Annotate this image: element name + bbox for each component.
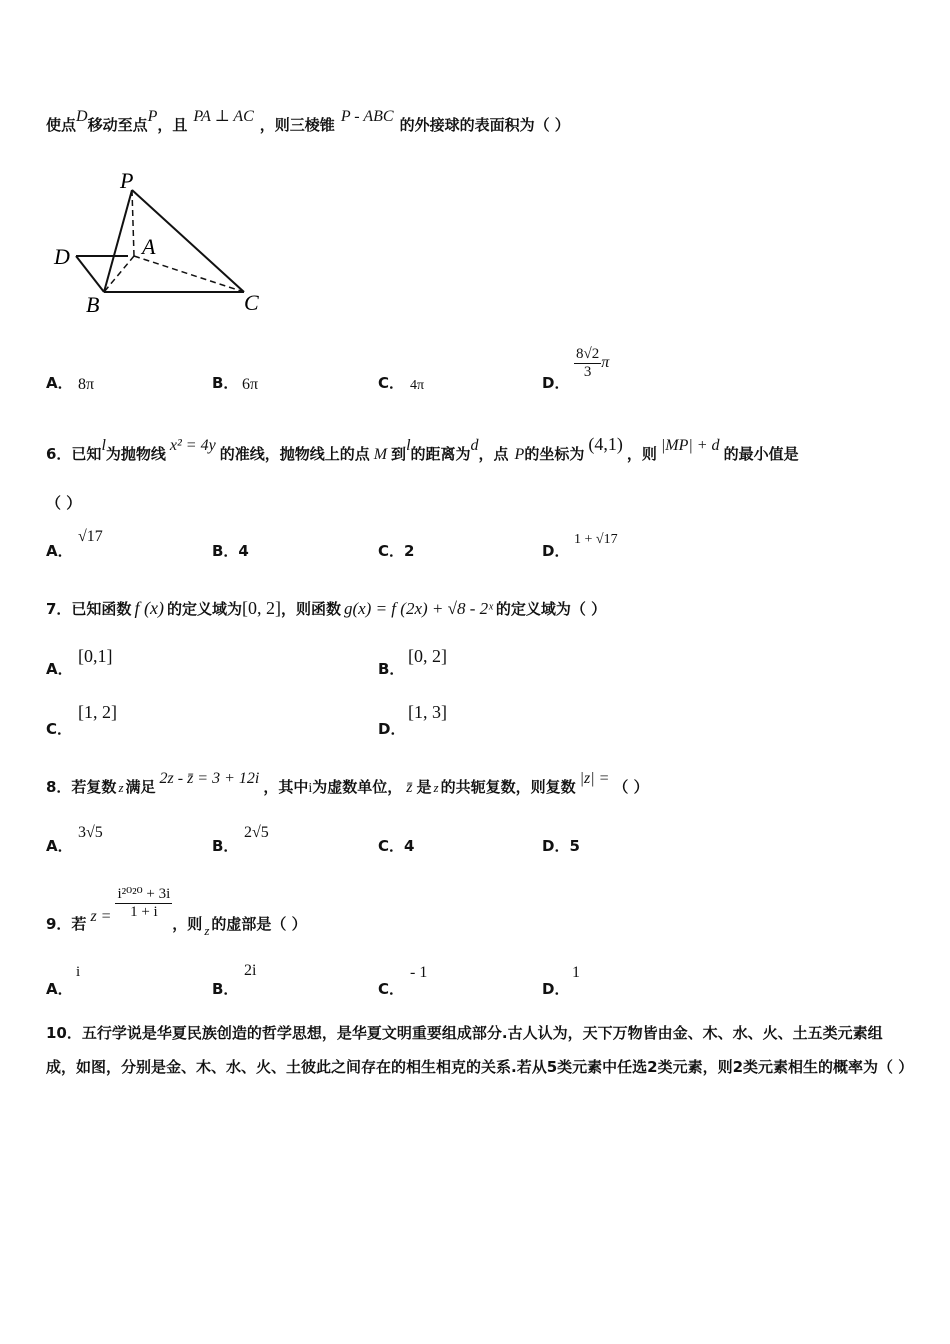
q6-option-c: C．2 xyxy=(378,542,415,560)
q8-math-abs: |z| = xyxy=(579,770,610,787)
q6-math-l: l xyxy=(101,437,106,454)
q6-math-d: d xyxy=(470,437,479,454)
q7-option-a-value: [0,1] xyxy=(78,646,113,666)
q8-option-a: A． xyxy=(46,837,73,855)
q9-math-z2: z xyxy=(204,923,210,938)
fig-label-C: C xyxy=(244,290,259,315)
q8-option-a-value: 3√5 xyxy=(78,824,103,841)
q8-option-c: C．4 xyxy=(378,837,415,855)
q8-option-b: B． xyxy=(212,837,239,855)
q6-line: 6．已知l为抛物线 x² = 4y 的准线，抛物线上的点 M 到l的距离为d，点 P的坐标为 (4,1) ，则 |MP| + d 的最小值是 xyxy=(46,434,799,463)
q5-option-b-value: 6π xyxy=(242,376,259,393)
q7-option-b: B． xyxy=(378,660,405,678)
q9-option-a-value: i xyxy=(76,964,81,980)
q8-math-equation: 2z - z̄ = 3 + 12i xyxy=(159,770,260,787)
q7-option-b-value: [0, 2] xyxy=(408,646,447,666)
q5-math-perp: PA ⊥ AC xyxy=(193,108,254,125)
q10-text: 10．五行学说是华夏民族创造的哲学思想，是华夏文明重要组成部分.古人认为，天下万物皆由金、木、水、火、土五类元素组成，如图，分别是金、木、水、火、土彼此之间存在的相生相克的关系.若从5类元素中任选2类元素，则2类元素相生的概率为（ ） xyxy=(46,1024,914,1076)
q5-math-P: P xyxy=(147,108,158,125)
q5-pyramid-figure xyxy=(46,168,276,318)
q6-math-l2: l xyxy=(406,437,411,454)
q8-math-i: i xyxy=(308,781,313,796)
q5-text-1: 使点 xyxy=(46,116,77,134)
q5-line xyxy=(46,108,570,135)
q5-option-a: A． xyxy=(46,374,73,392)
q5-math-pyramid: P - ABC xyxy=(340,108,394,125)
q9-fraction: $\frac{\text{i²⁰²⁰ + 3i}}{1 + i}$ xyxy=(117,886,171,920)
q9-option-d: D． xyxy=(542,980,570,998)
q6-math-parabola: x² = 4y xyxy=(169,437,216,454)
q9-math-z: z = xyxy=(90,908,112,925)
q5-text-5: 的外接球的表面积为（ ） xyxy=(399,116,570,134)
q5-option-c: C． xyxy=(378,374,405,392)
fig-label-B: B xyxy=(86,292,100,317)
q7-option-a: A． xyxy=(46,660,73,678)
q6-math-coord: (4,1) xyxy=(588,434,623,454)
q7-line: 7．已知函数 f (x) 的定义域为[0, 2]，则函数 g(x) = f (2x) + √8 - 2ˣ 的定义域为（ ） xyxy=(46,598,607,618)
q6-math-P: P xyxy=(514,446,525,463)
q9-option-b-value: 2i xyxy=(244,962,257,979)
q5-text-2: 移动至点 xyxy=(87,116,148,134)
q7-math-g: g(x) = f (2x) + √8 - 2ˣ xyxy=(343,599,493,618)
q8-option-d: D．5 xyxy=(542,837,580,855)
q5-option-c-value: 4π xyxy=(410,378,425,393)
q9-line: 9．若 z = $\frac{\text{i²⁰²⁰ + 3i}}{1 + i}$ ，则 z 的虚部是（ ） xyxy=(46,886,307,938)
q8-math-z: z xyxy=(118,780,124,795)
q7-math-domain: [0, 2] xyxy=(241,598,281,618)
q7-option-d: D． xyxy=(378,720,406,738)
q9-option-c: C． xyxy=(378,980,405,998)
q5-option-d: D． xyxy=(542,374,570,392)
q9-option-d-value: 1 xyxy=(572,964,580,981)
q5-text-3: ，且 xyxy=(157,116,188,134)
q5-option-d-value: $\frac{8√2}{3}$ π xyxy=(576,346,610,380)
q5-math-D: D xyxy=(76,108,88,125)
q6-option-a: A． xyxy=(46,542,73,560)
q7-option-d-value: [1, 3] xyxy=(408,702,447,722)
q6-option-d: D． xyxy=(542,542,570,560)
q9-option-b: B． xyxy=(212,980,239,998)
q5-text-4: ，则三棱锥 xyxy=(259,116,335,134)
q6-paren: （ ） xyxy=(46,494,82,512)
q6-option-b: B．4 xyxy=(212,542,249,560)
q9-option-a: A． xyxy=(46,980,73,998)
fig-label-P: P xyxy=(120,168,134,193)
q8-option-b-value: 2√5 xyxy=(244,824,269,841)
q8-line: 8．若复数 z 满足 2z - z̄ = 3 + 12i ，其中i为虚数单位， z̄ 是 z 的共轭复数，则复数 |z| = （ ） xyxy=(46,770,649,796)
q5-option-b: B． xyxy=(212,374,239,392)
q9-option-c-value: - 1 xyxy=(410,964,428,981)
q7-option-c: C． xyxy=(46,720,73,738)
q6-option-d-value: 1 + √17 xyxy=(574,532,618,547)
q8-math-z2: z xyxy=(433,780,439,795)
fig-label-A: A xyxy=(142,234,156,259)
q6-math-sum: |MP| + d xyxy=(660,437,720,454)
q6-math-M: M xyxy=(373,446,388,463)
q7-option-c-value: [1, 2] xyxy=(78,702,117,722)
fig-label-D: D xyxy=(54,244,70,269)
q5-option-a-value: 8π xyxy=(78,376,95,393)
q7-math-f: f (x) xyxy=(134,598,164,618)
q6-option-a-value: √17 xyxy=(78,528,103,545)
q8-math-zbar: z̄ xyxy=(406,779,413,796)
